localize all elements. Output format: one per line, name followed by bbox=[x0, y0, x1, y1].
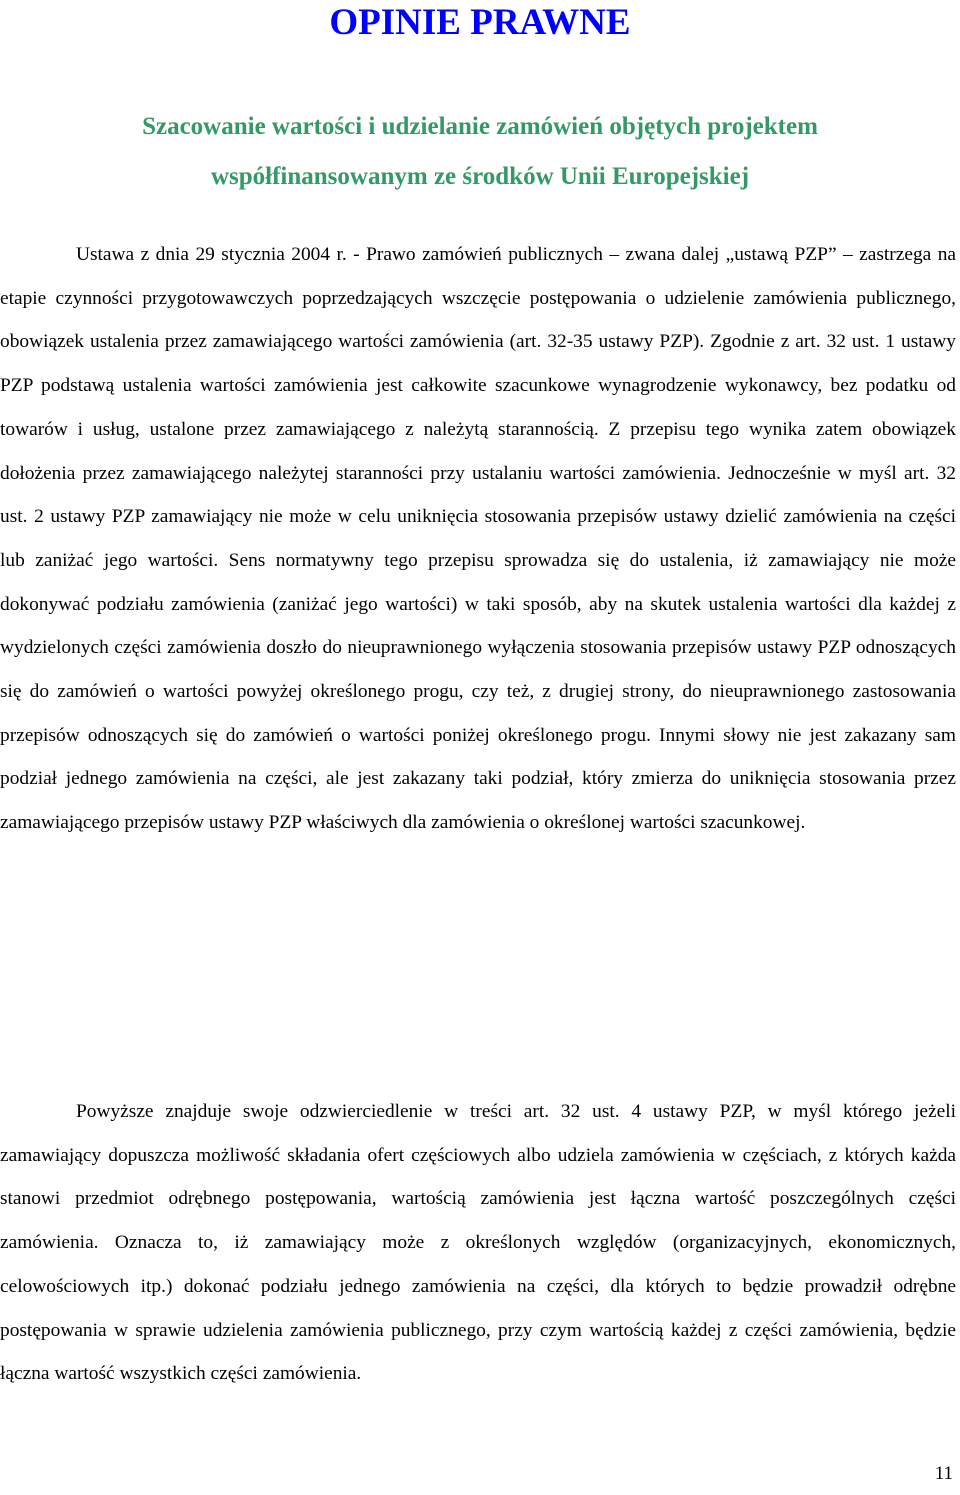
body-paragraph-1: Ustawa z dnia 29 stycznia 2004 r. - Prawo zamówień publicznych – zwana dalej „ustawą PZP” – zastrzega na etapie czynności przygotowawczych poprzedzających wszczęcie postępowania o udzielenie zamówienia publicznego, obowiązek ustalenia przez zamawiającego wartości zamówienia (art. 32-35 ustawy PZP). Zgodnie z art. 32 ust. 1 ustawy PZP podstawą ustalenia wartości zamówienia jest całkowite szacunkowe wynagrodzenie wykonawcy, bez podatku od towarów i usług, ustalone przez zamawiającego z należytą starannością. Z przepisu tego wynika zatem obowiązek dołożenia przez zamawiającego należytej staranności przy ustalaniu wartości zamówienia. Jednocześnie w myśl art. 32 ust. 2 ustawy PZP zamawiający nie może w celu uniknięcia stosowania przepisów ustawy dzielić zamówienia na części lub zaniżać jego wartości. Sens normatywny tego przepisu sprowadza się do ustalenia, iż zamawiający nie może dokonywać podziału zamówienia (zaniżać jego wartości) w taki sposób, aby na skutek ustalenia wartości dla każdej z wydzielonych części zamówienia doszło do nieuprawnionego wyłączenia stosowania przepisów ustawy PZP odnoszących się do zamówień o wartości powyżej określonego progu, czy też, z drugiej strony, do nieuprawnionego zastosowania przepisów odnoszących się do zamówień o wartości poniżej określonego progu. Innymi słowy nie jest zakazany sam podział jednego zamówienia na części, ale jest zakazany taki podział, który zmierza do uniknięcia stosowania przez zamawiającego przepisów ustawy PZP właściwych dla zamówienia o określonej wartości szacunkowej. bbox=[0, 244, 956, 834]
body-paragraph-2: Powyższe znajduje swoje odzwierciedlenie w treści art. 32 ust. 4 ustawy PZP, w myśl którego jeżeli zamawiający dopuszcza możliwość składania ofert częściowych albo udziela zamówienia w częściach, z których każda stanowi przedmiot odrębnego postępowania, wartością zamówienia jest łączna wartość poszczególnych części zamówienia. Oznacza to, iż zamawiający może z określonych względów (organizacyjnych, ekonomicznych, celowościowych itp.) dokonać podziału jednego zamówienia na części, dla których to będzie prowadził odrębne postępowania w sprawie udzielenia zamówienia publicznego, przy czym wartością każdej z części zamówienia, będzie łączna wartość wszystkich części zamówienia. bbox=[0, 1101, 956, 1385]
page-number: 11 bbox=[934, 1463, 953, 1484]
article-subtitle: Szacowanie wartości i udzielanie zamówień objętych projektem współfinansowanym ze środków Unii Europejskiej bbox=[142, 113, 818, 190]
section-title: OPINIE PRAWNE bbox=[329, 2, 631, 43]
